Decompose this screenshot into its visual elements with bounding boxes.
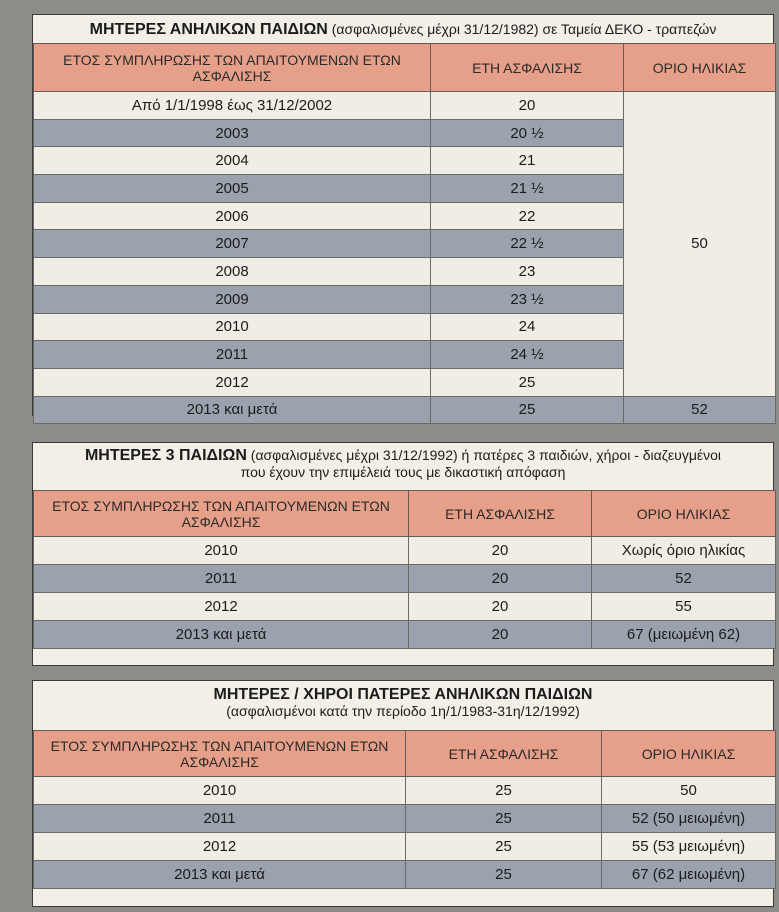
year-cell: 2013 και μετά (34, 861, 406, 889)
age-limit-cell: 67 (62 μειωμένη) (602, 861, 776, 889)
year-cell: 2008 (34, 258, 431, 286)
years-insured-cell: 25 (406, 833, 602, 861)
table-3-caption (33, 681, 773, 730)
years-insured-cell: 20 (409, 537, 592, 565)
years-insured-cell: 25 (431, 368, 624, 396)
table-row (34, 593, 776, 621)
years-insured-cell: 20 (409, 593, 592, 621)
table-3 (33, 730, 776, 889)
years-insured-cell: 25 (406, 861, 602, 889)
year-cell: 2010 (34, 313, 431, 341)
years-insured-cell: 20 (409, 621, 592, 649)
table-3-title: ΜΗΤΕΡΕΣ / ΧΗΡΟΙ ΠΑΤΕΡΕΣ ΑΝΗΛΙΚΩΝ ΠΑΙΔΙΩΝ (213, 686, 593, 703)
year-cell: 2006 (34, 202, 431, 230)
year-cell: 2012 (34, 833, 406, 861)
table-row (34, 537, 776, 565)
years-insured-cell: 25 (406, 777, 602, 805)
table-3-subtitle: (ασφαλισμένοι κατά την περίοδο 1η/1/1983-31η/12/1992) (226, 703, 580, 719)
age-limit-cell: 67 (μειωμένη 62) (592, 621, 776, 649)
year-cell: 2003 (34, 119, 431, 147)
years-insured-cell: 23 (431, 258, 624, 286)
table-panel-3 (32, 680, 774, 907)
table-row (34, 833, 776, 861)
table-row (34, 861, 776, 889)
age-limit-cell: 52 (624, 396, 776, 424)
table-1-title: ΜΗΤΕΡΕΣ ΑΝΗΛΙΚΩΝ ΠΑΙΔΙΩΝ (89, 21, 328, 38)
table-1-header-age-limit: ΟΡΙΟ ΗΛΙΚΙΑΣ (624, 44, 776, 92)
table-3-header-years-insured: ΕΤΗ ΑΣΦΑΛΙΣΗΣ (406, 731, 602, 777)
year-cell: 2013 και μετά (34, 396, 431, 424)
years-insured-cell: 20 (431, 92, 624, 120)
table-2-header-year: ΕΤΟΣ ΣΥΜΠΛΗΡΩΣΗΣ ΤΩΝ ΑΠΑΙΤΟΥΜΕΝΩΝ ΕΤΩΝ ΑΣΦΑΛΙΣΗΣ (34, 491, 409, 537)
year-cell: 2010 (34, 777, 406, 805)
table-row (34, 777, 776, 805)
table-2 (33, 490, 776, 649)
years-insured-cell: 22 ½ (431, 230, 624, 258)
table-row (34, 565, 776, 593)
table-1-header-year: ΕΤΟΣ ΣΥΜΠΛΗΡΩΣΗΣ ΤΩΝ ΑΠΑΙΤΟΥΜΕΝΩΝ ΕΤΩΝ ΑΣΦΑΛΙΣΗΣ (34, 44, 431, 92)
table-1-caption (33, 15, 773, 43)
table-2-subtitle-line2: που έχουν την επιμέλειά τους με δικαστική απόφαση (240, 464, 566, 480)
year-cell: 2011 (34, 565, 409, 593)
year-cell: 2007 (34, 230, 431, 258)
table-3-header-age-limit: ΟΡΙΟ ΗΛΙΚΙΑΣ (602, 731, 776, 777)
table-2-subtitle: (ασφαλισμένες μέχρι 31/12/1992) ή πατέρες 3 παιδιών, χήροι - διαζευγμένοι (250, 447, 722, 463)
age-limit-cell: 55 (53 μειωμένη) (602, 833, 776, 861)
table-panel-2 (32, 442, 774, 666)
table-2-title: ΜΗΤΕΡΕΣ 3 ΠΑΙΔΙΩΝ (84, 447, 247, 464)
table-2-caption (33, 443, 773, 490)
age-limit-cell: Χωρίς όριο ηλικίας (592, 537, 776, 565)
years-insured-cell: 20 (409, 565, 592, 593)
table-row (34, 396, 776, 424)
year-cell: Από 1/1/1998 έως 31/12/2002 (34, 92, 431, 120)
year-cell: 2012 (34, 593, 409, 621)
year-cell: 2010 (34, 537, 409, 565)
merged-age-limit-cell: 50 (624, 92, 776, 397)
years-insured-cell: 25 (406, 805, 602, 833)
table-2-header-age-limit: ΟΡΙΟ ΗΛΙΚΙΑΣ (592, 491, 776, 537)
age-limit-cell: 52 (592, 565, 776, 593)
table-2-header-years-insured: ΕΤΗ ΑΣΦΑΛΙΣΗΣ (409, 491, 592, 537)
table-row (34, 621, 776, 649)
table-row (34, 805, 776, 833)
year-cell: 2004 (34, 147, 431, 175)
age-limit-cell: 55 (592, 593, 776, 621)
year-cell: 2009 (34, 285, 431, 313)
years-insured-cell: 20 ½ (431, 119, 624, 147)
table-panel-1 (32, 14, 774, 419)
years-insured-cell: 21 (431, 147, 624, 175)
table-1-subtitle: (ασφαλισμένες μέχρι 31/12/1982) σε Ταμεία ΔΕΚΟ - τραπεζών (331, 21, 717, 37)
years-insured-cell: 22 (431, 202, 624, 230)
table-3-header-year: ΕΤΟΣ ΣΥΜΠΛΗΡΩΣΗΣ ΤΩΝ ΑΠΑΙΤΟΥΜΕΝΩΝ ΕΤΩΝ ΑΣΦΑΛΙΣΗΣ (34, 731, 406, 777)
table-1 (33, 43, 776, 424)
year-cell: 2013 και μετά (34, 621, 409, 649)
year-cell: 2005 (34, 175, 431, 203)
age-limit-cell: 50 (602, 777, 776, 805)
years-insured-cell: 24 (431, 313, 624, 341)
years-insured-cell: 21 ½ (431, 175, 624, 203)
year-cell: 2011 (34, 341, 431, 369)
years-insured-cell: 23 ½ (431, 285, 624, 313)
years-insured-cell: 25 (431, 396, 624, 424)
year-cell: 2011 (34, 805, 406, 833)
age-limit-cell: 52 (50 μειωμένη) (602, 805, 776, 833)
year-cell: 2012 (34, 368, 431, 396)
years-insured-cell: 24 ½ (431, 341, 624, 369)
table-1-header-years-insured: ΕΤΗ ΑΣΦΑΛΙΣΗΣ (431, 44, 624, 92)
table-row (34, 92, 776, 120)
